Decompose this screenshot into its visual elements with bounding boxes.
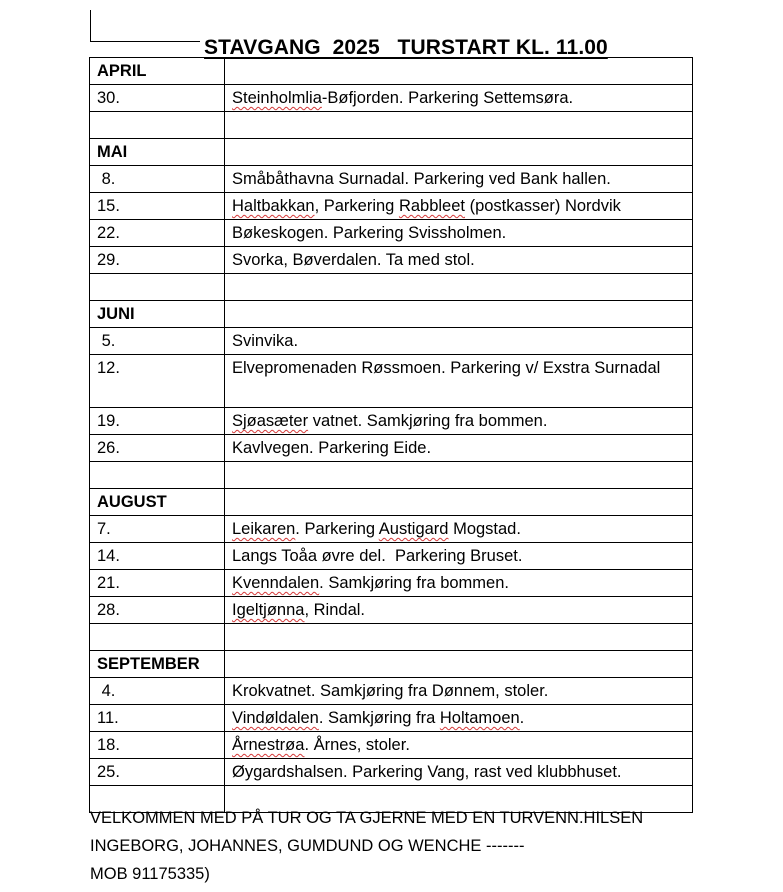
page-title [90, 12, 710, 60]
empty-cell [225, 624, 693, 651]
date-cell: 26. [90, 435, 225, 462]
date-cell: 14. [90, 543, 225, 570]
description-cell [225, 732, 693, 759]
description-cell [225, 543, 693, 570]
month-heading: AUGUST [90, 489, 225, 516]
footer-line: INGEBORG, JOHANNES, GUMDUND OG WENCHE ------- [90, 837, 525, 855]
month-heading: MAI [90, 139, 225, 166]
blank-row [90, 112, 693, 139]
table-row [90, 220, 693, 247]
empty-cell [225, 462, 693, 489]
page-title-text: STAVGANG 2025 TURSTART KL. 11.00 [204, 36, 608, 59]
description-text: Øygardshalsen. Parkering Vang, rast ved klubbhuset. [232, 763, 622, 781]
empty-cell [225, 651, 693, 678]
table-row [90, 543, 693, 570]
description-text: , Parkering [314, 197, 399, 215]
description-text: . Årnes, stoler. [304, 736, 410, 754]
date-cell: 22. [90, 220, 225, 247]
date-cell: 8. [90, 166, 225, 193]
description-text: vatnet. Samkjøring fra bommen. [308, 412, 548, 430]
footer-message [90, 804, 730, 888]
table-row [90, 570, 693, 597]
date-cell: 7. [90, 516, 225, 543]
description-text: Elvepromenaden Røssmoen. Parkering v/ Exstra Surnadal [232, 359, 661, 377]
table-row [90, 85, 693, 112]
spellcheck-flagged-text: Steinholmlia [232, 89, 322, 107]
date-cell: 21. [90, 570, 225, 597]
description-cell [225, 435, 693, 462]
description-cell [225, 759, 693, 786]
description-text: Krokvatnet. Samkjøring fra Dønnem, stoler. [232, 682, 549, 700]
empty-cell [90, 462, 225, 489]
description-cell [225, 166, 693, 193]
date-cell: 29. [90, 247, 225, 274]
spellcheck-flagged-text: Vindøldalen [232, 709, 319, 727]
spellcheck-flagged-text: Leikaren [232, 520, 296, 538]
date-cell: 28. [90, 597, 225, 624]
table-row [90, 328, 693, 355]
date-cell: 15. [90, 193, 225, 220]
empty-cell [90, 112, 225, 139]
description-text: Svorka, Bøverdalen. Ta med stol. [232, 251, 475, 269]
description-cell [225, 247, 693, 274]
month-row [90, 489, 693, 516]
description-text: -Bøfjorden. Parkering Settemsøra. [321, 89, 574, 107]
empty-cell [90, 274, 225, 301]
description-text: . Samkjøring fra bommen. [319, 574, 509, 592]
month-heading: JUNI [90, 301, 225, 328]
spellcheck-flagged-text: Sjøasæter [232, 412, 309, 430]
date-cell: 30. [90, 85, 225, 112]
description-text: Kavlvegen. Parkering Eide. [232, 439, 432, 457]
description-cell [225, 355, 693, 408]
description-cell [225, 220, 693, 247]
description-text: . Samkjøring fra [318, 709, 440, 727]
description-cell [225, 516, 693, 543]
table-row [90, 678, 693, 705]
empty-cell [225, 139, 693, 166]
table-row [90, 193, 693, 220]
table-row [90, 705, 693, 732]
spellcheck-flagged-text: Igeltjønna [232, 601, 305, 619]
blank-row [90, 624, 693, 651]
spellcheck-flagged-text: Haltbakkan [232, 197, 315, 215]
empty-cell [225, 301, 693, 328]
date-cell: 4. [90, 678, 225, 705]
description-text: Langs Toåa øvre del. Parkering Bruset. [232, 547, 523, 565]
spellcheck-flagged-text: Rabbleet [398, 197, 465, 215]
description-text: (postkasser) Nordvik [465, 197, 621, 215]
table-row [90, 732, 693, 759]
blank-row [90, 274, 693, 301]
description-text: . [519, 709, 525, 727]
empty-cell [225, 274, 693, 301]
date-cell: 18. [90, 732, 225, 759]
table-row [90, 166, 693, 193]
description-cell [225, 678, 693, 705]
blank-row [90, 462, 693, 489]
footer-line: MOB 91175335) [90, 865, 210, 883]
spellcheck-flagged-text: Austigard [378, 520, 449, 538]
date-cell: 12. [90, 355, 225, 408]
table-row [90, 516, 693, 543]
month-heading: APRIL [90, 58, 225, 85]
footer-line: VELKOMMEN MED PÅ TUR OG TA GJERNE MED EN TURVENN.HILSEN [90, 809, 644, 827]
month-row [90, 651, 693, 678]
table-row [90, 247, 693, 274]
table-row [90, 355, 693, 408]
description-text: Mogstad. [448, 520, 521, 538]
table-row [90, 408, 693, 435]
date-cell: 25. [90, 759, 225, 786]
schedule-table [89, 57, 693, 813]
description-cell [225, 85, 693, 112]
month-row [90, 58, 693, 85]
empty-cell [225, 489, 693, 516]
month-row [90, 301, 693, 328]
empty-cell [225, 58, 693, 85]
date-cell: 11. [90, 705, 225, 732]
description-cell [225, 570, 693, 597]
description-text: , Rindal. [304, 601, 365, 619]
empty-cell [225, 112, 693, 139]
spellcheck-flagged-text: Kvenndalen [232, 574, 320, 592]
description-cell [225, 597, 693, 624]
description-text: Svinvika. [232, 332, 299, 350]
month-row [90, 139, 693, 166]
description-text: Bøkeskogen. Parkering Svissholmen. [232, 224, 507, 242]
description-text: Småbåthavna Surnadal. Parkering ved Bank hallen. [232, 170, 611, 188]
month-heading: SEPTEMBER [90, 651, 225, 678]
description-cell [225, 705, 693, 732]
date-cell: 5. [90, 328, 225, 355]
table-row [90, 597, 693, 624]
spellcheck-flagged-text: Holtamoen [439, 709, 520, 727]
description-cell [225, 328, 693, 355]
date-cell: 19. [90, 408, 225, 435]
empty-cell [90, 624, 225, 651]
description-cell [225, 193, 693, 220]
table-row [90, 759, 693, 786]
schedule-table-body [90, 58, 693, 813]
description-text: . Parkering [295, 520, 379, 538]
description-cell [225, 408, 693, 435]
spellcheck-flagged-text: Årnestrøa [232, 736, 305, 754]
table-row [90, 435, 693, 462]
